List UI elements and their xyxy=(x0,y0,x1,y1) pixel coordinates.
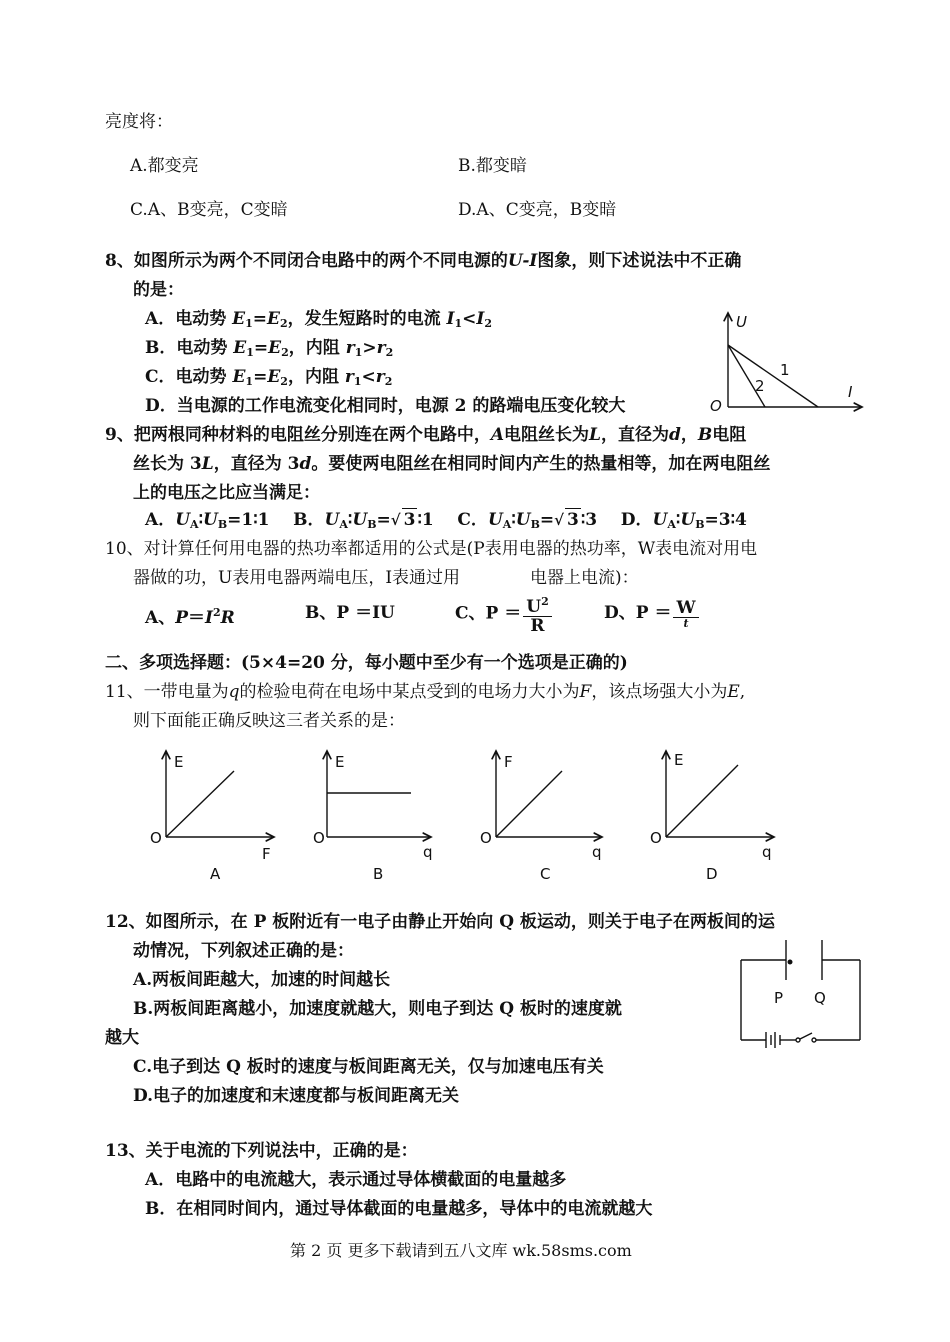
q7-option-b: B.都变暗 xyxy=(458,156,527,176)
q8-sub: 2 xyxy=(384,375,393,388)
q10-option-c xyxy=(455,593,554,635)
x-label: q xyxy=(423,843,433,861)
line-2-label: 2 xyxy=(755,377,765,395)
q10-option-a xyxy=(145,602,235,629)
q12-stem-line2: 动情况，下列叙述正确的是： xyxy=(133,941,354,961)
q8-stem-text-a: 8、如图所示为两个不同闭合电路中的两个不同电源的 xyxy=(105,251,508,271)
q8-option-a xyxy=(145,308,492,335)
q8-r-symbol: r xyxy=(375,367,385,387)
q9-b: B xyxy=(697,425,713,445)
q10-option-b: B、P ＝IU xyxy=(305,603,395,623)
q9-colon: ∶ xyxy=(675,510,681,530)
q9-option-a xyxy=(145,510,269,530)
q9-u: U xyxy=(175,510,191,530)
q8-r-symbol: r xyxy=(376,338,386,358)
q9-sub: A xyxy=(190,518,199,531)
q8-sub: 1 xyxy=(353,375,362,388)
q8-e-symbol: E xyxy=(232,367,246,387)
q8-e-symbol: E xyxy=(268,338,282,358)
q8-sub: 2 xyxy=(280,375,288,388)
q8-lt: < xyxy=(361,367,376,387)
q7-option-d: D.A、C变亮，B变暗 xyxy=(458,200,617,220)
q9-text-c: ，直径为 xyxy=(600,425,669,445)
q9-stem-line1 xyxy=(105,424,746,446)
q12-option-a: A.两板间距越大，加速的时间越长 xyxy=(133,970,391,990)
q10-frac-den: R xyxy=(530,616,545,636)
q10-i: I xyxy=(205,608,213,628)
q8-sub: 2 xyxy=(484,317,493,330)
q8-e-symbol: E xyxy=(232,309,246,329)
q11-graph-c xyxy=(470,745,620,885)
q8-sub: 1 xyxy=(245,375,254,388)
q9-opt-label: D． xyxy=(620,510,653,530)
q7-option-a: A.都变亮 xyxy=(130,156,199,176)
q11-stem-line1 xyxy=(105,681,745,703)
q11-text-a: 11、一带电量为 xyxy=(105,682,229,702)
q9-val: ∶3 xyxy=(580,510,598,530)
x-label: F xyxy=(262,845,271,863)
q8-sub: 2 xyxy=(279,317,288,330)
q9-text-e: 电阻 xyxy=(712,425,747,445)
x-label: q xyxy=(592,843,602,861)
q9-d: d xyxy=(668,425,681,445)
q9-sqrt-num: 3 xyxy=(567,510,579,530)
q8-opt-a-text: A．电动势 xyxy=(145,309,227,329)
q8-opt-b-text: B．电动势 xyxy=(145,338,228,358)
q9-option-b xyxy=(293,510,434,530)
q8-r-symbol: r xyxy=(344,367,354,387)
q8-eq: = xyxy=(253,367,268,387)
q10-fraction-c xyxy=(523,593,551,635)
q9-sub: B xyxy=(367,518,377,531)
q11-graph-d xyxy=(640,745,790,885)
q9-val: ∶1 xyxy=(417,510,434,530)
q11-text-c: ，该点场强大小为 xyxy=(591,682,728,702)
origin-label: O xyxy=(150,829,162,847)
q12-option-d: D.电子的加速度和末速度都与板间距离无关 xyxy=(133,1086,460,1106)
q9-option-d xyxy=(621,510,747,530)
q8-option-d: D．当电源的工作电流变化相同时，电源 2 的路端电压变化较大 xyxy=(145,396,626,416)
electron-icon xyxy=(788,960,793,965)
q8-e-symbol: E xyxy=(267,367,281,387)
line-1 xyxy=(728,345,818,407)
q9-stem-line2 xyxy=(133,453,770,475)
switch-icon xyxy=(800,1033,812,1039)
q11-stem-line2: 则下面能正确反映这三者关系的是： xyxy=(133,711,405,731)
q9-l: L xyxy=(589,425,601,445)
q9-text-f: 丝长为 3 xyxy=(133,454,202,474)
q12-option-b-line2: 越大 xyxy=(105,1028,139,1048)
q7-option-c: C.A、B变亮，C变暗 xyxy=(130,200,288,220)
q10-text-a: 器做的功，U表用电器两端电压，I表通过用 xyxy=(133,568,461,588)
q8-option-b xyxy=(145,337,393,364)
q9-val: = xyxy=(376,510,391,530)
page-footer: 第 2 页 更多下载请到五八文库 wk.58sms.com xyxy=(290,1241,632,1260)
q8-stem-line2: 的是： xyxy=(133,280,184,300)
q8-sub: 1 xyxy=(454,317,463,330)
q10-p: P xyxy=(175,608,188,628)
q11-text-b: 的检验电荷在电场中某点受到的电场力大小为 xyxy=(239,682,580,702)
q8-eq: = xyxy=(252,309,267,329)
q11-e: E xyxy=(727,682,740,702)
q9-val: = xyxy=(539,510,555,530)
q13-stem: 13、关于电流的下列说法中，正确的是： xyxy=(105,1141,418,1161)
q8-sub: 1 xyxy=(245,317,253,330)
q10-stem-line2 xyxy=(133,567,639,589)
q11-graph-a xyxy=(140,745,290,885)
u-label: U xyxy=(736,313,747,331)
q7-tail: 亮度将： xyxy=(105,112,173,132)
q9-sub: A xyxy=(339,518,348,531)
q8-sub: 2 xyxy=(281,346,289,359)
q10-eq: ＝ xyxy=(188,608,205,628)
q9-u: U xyxy=(324,510,340,530)
q10-frac-den: t xyxy=(683,616,689,630)
sqrt-icon: √ xyxy=(554,511,564,529)
q8-gt: > xyxy=(362,338,377,358)
q9-colon: ∶ xyxy=(198,510,204,530)
q8-opt-b-text-b: ，内阻 xyxy=(288,338,340,358)
q10-opt-label: A、 xyxy=(145,608,176,628)
section-2-heading: 二、多项选择题：(5×4=20 分，每小题中至少有一个选项是正确的) xyxy=(105,653,628,673)
q9-sub: B xyxy=(530,518,540,531)
graph-line xyxy=(496,771,562,837)
q9-text-g: ，直径为 3 xyxy=(213,454,300,474)
q-label: Q xyxy=(814,989,826,1007)
q9-colon: ∶ xyxy=(347,510,353,530)
origin-label: O xyxy=(313,829,325,847)
q9-sub: B xyxy=(695,518,705,531)
q9-u: U xyxy=(515,510,531,530)
y-label: F xyxy=(504,753,513,771)
q10-stem-line1: 10、对计算任何用电器的热功率都适用的公式是(P表用电器的热功率，W表电流对用电 xyxy=(105,539,758,559)
q10-r: R xyxy=(220,608,235,628)
q9-opt-label: C． xyxy=(457,510,488,530)
q8-stem-text-b: 图象，则下述说法中不正确 xyxy=(537,251,742,271)
switch-icon xyxy=(796,1038,800,1042)
q8-ui-label: U-I xyxy=(507,251,538,271)
q9-sub: B xyxy=(217,518,228,531)
q9-text-d: ， xyxy=(680,425,698,445)
origin-label: O xyxy=(710,397,722,415)
q9-l: L xyxy=(201,454,214,474)
q8-e-symbol: E xyxy=(233,338,247,358)
caption: C xyxy=(540,865,551,883)
origin-label: O xyxy=(650,829,662,847)
q8-sub: 1 xyxy=(354,346,363,359)
q10-frac-num-text: U xyxy=(526,597,542,617)
q9-sqrt-num: 3 xyxy=(403,510,416,530)
y-label: E xyxy=(174,753,184,771)
q9-val: =1∶1 xyxy=(227,510,270,530)
q12-stem-line1: 12、如图所示，在 P 板附近有一电子由静止开始向 Q 板运动，则关于电子在两板间的运 xyxy=(105,912,775,932)
q9-options xyxy=(145,508,747,536)
q8-opt-c-text-b: ，内阻 xyxy=(287,367,339,387)
q8-opt-a-text-b: ，发生短路时的电流 xyxy=(287,309,441,329)
q10-text-b: 电器上电流)： xyxy=(530,568,639,588)
q8-stem-line1 xyxy=(105,250,741,272)
q9-opt-label: A． xyxy=(145,510,176,530)
q12-option-b-line1: B.两板间距离越小，加速度就越大，则电子到达 Q 板时的速度就 xyxy=(133,999,622,1019)
q10-sup: 2 xyxy=(212,606,221,619)
caption: A xyxy=(210,865,221,883)
line-1-label: 1 xyxy=(780,361,790,379)
q12-option-c: C.电子到达 Q 板时的速度与板间距离无关，仅与加速电压有关 xyxy=(133,1057,604,1077)
q8-i-symbol: I xyxy=(446,309,455,329)
caption: D xyxy=(706,865,718,883)
q8-e-symbol: E xyxy=(267,309,280,329)
q8-r-symbol: r xyxy=(345,338,355,358)
q9-u: U xyxy=(680,510,696,530)
q8-lt: < xyxy=(462,309,477,329)
switch-icon xyxy=(812,1038,816,1042)
q10-frac-num: W xyxy=(673,599,698,618)
y-label: E xyxy=(335,753,345,771)
q9-a: A xyxy=(490,425,505,445)
q8-sub: 2 xyxy=(385,346,394,359)
y-label: E xyxy=(674,751,684,769)
q13-option-a: A．电路中的电流越大，表示通过导体横截面的电量越多 xyxy=(145,1170,567,1190)
q9-text-a: 9、把两根同种材料的电阻丝分别连在两个电路中， xyxy=(105,425,491,445)
q8-eq: = xyxy=(253,338,269,358)
q8-option-c xyxy=(145,366,392,393)
q9-d: d xyxy=(299,454,312,474)
q9-stem-line3: 上的电压之比应当满足： xyxy=(133,483,320,503)
q10-sup: 2 xyxy=(541,595,549,608)
q9-u: U xyxy=(652,510,668,530)
q11-graph-b xyxy=(305,745,455,885)
q9-u: U xyxy=(352,510,368,530)
q8-sub: 1 xyxy=(246,346,254,359)
q9-opt-label: B． xyxy=(293,510,325,530)
q9-text-b: 电阻丝长为 xyxy=(504,425,590,445)
q11-q: q xyxy=(228,682,240,702)
q8-i-symbol: I xyxy=(476,309,485,329)
q9-u: U xyxy=(487,510,503,530)
q8-opt-c-text: C．电动势 xyxy=(145,367,227,387)
q11-text-d: , xyxy=(739,682,746,702)
q10-opt-label: D、P ＝ xyxy=(604,603,672,623)
line-2 xyxy=(728,345,765,407)
q10-frac-num xyxy=(523,593,551,617)
q9-val: =3∶4 xyxy=(704,510,747,530)
sqrt-icon: √ xyxy=(390,511,401,529)
q9-colon: ∶ xyxy=(511,510,516,530)
q10-option-d xyxy=(604,593,701,633)
q12-circuit-diagram xyxy=(736,935,866,1050)
origin-label: O xyxy=(480,829,492,847)
q10-opt-label: C、P ＝ xyxy=(455,603,522,624)
q9-sub: A xyxy=(667,518,676,531)
caption: B xyxy=(373,865,384,883)
graph-line xyxy=(666,765,738,837)
i-label: I xyxy=(848,383,853,401)
q10-fraction-d xyxy=(673,599,698,629)
q8-ui-diagram xyxy=(700,305,870,420)
q9-u: U xyxy=(203,510,218,530)
graph-line xyxy=(166,771,234,837)
q13-option-b: B．在相同时间内，通过导体截面的电量越多，导体中的电流就越大 xyxy=(145,1199,653,1219)
p-label: P xyxy=(774,989,784,1007)
q9-sub: A xyxy=(502,518,512,531)
q9-option-c xyxy=(457,510,597,530)
x-label: q xyxy=(762,843,772,861)
q9-text-h: 。要使两电阻丝在相同时间内产生的热量相等，加在两电阻丝 xyxy=(311,454,771,474)
q11-f: F xyxy=(579,682,592,702)
